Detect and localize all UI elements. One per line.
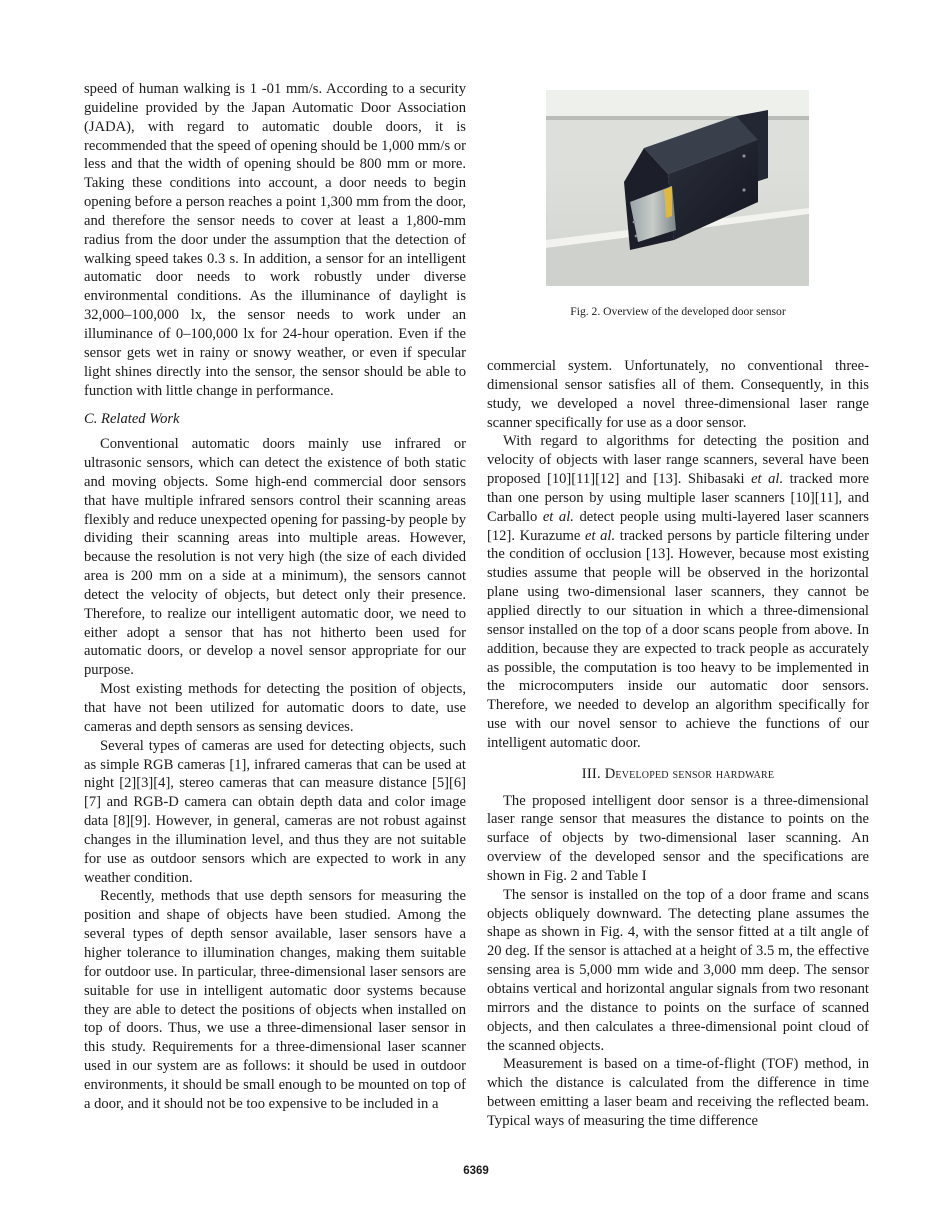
left-column — [84, 80, 466, 1114]
body-paragraph: The sensor is installed on the top of a door frame and scans objects obliquely downward. The detecting plane assumes the shape as shown in Fig. 4, with the sensor fitted at a tilt angle of 20 deg. If the sensor is attached at a height of 3.5 m, the effective sensing area is 5,000 mm wide and 3,000 mm deep. The sensor obtains vertical and horizontal angular signals from two resonant mirrors and the distance to points on the surface of scanned objects, and then calculates a three-dimensional point cloud of the scanned objects. — [487, 886, 869, 1054]
body-paragraph: Measurement is based on a time-of-flight (TOF) method, in which the distance is calculated from the difference in time between emitting a laser beam and receiving the reflected beam. Typical ways of measuring the time difference — [487, 1056, 869, 1129]
body-paragraph: Recently, methods that use depth sensors for measuring the position and shape of objects have been studied. Among the several types of depth sensor available, laser sensors have a higher tolerance to illumination changes, making them suitable for outdoor use. In particular, three-dimensional laser sensors are suitable for use in intelligent automatic door systems because they are able to detect the positions of objects when installed on top of doors. Thus, we use a three-dimensional laser sensor in this study. Requirements for a three-dimensional laser scanner used in our system are as follows: it should be used in outdoor environments, it should be small enough to be mounted on top of a door, and it should not be too expensive to be included in a — [84, 888, 466, 1112]
body-paragraph: Several types of cameras are used for detecting objects, such as simple RGB cameras [1], infrared cameras that can be used at night [2][3][4], stereo cameras that can measure distance [5][6][7] and RGB-D camera can obtain depth data and color image data [8][9]. However, in general, cameras are not robust against changes in the illumination level, and thus they are not suitable for use as outdoor sensors which are expected to work in any weather condition. — [84, 737, 466, 886]
page-number: 6369 — [463, 1165, 489, 1177]
body-paragraph: Conventional automatic doors mainly use infrared or ultrasonic sensors, which can detect the existence of both static and moving objects. Some high-end commercial door sensors that have multiple infrared sensors control their scanning areas flexibly and reduce unexpected opening for passing-by people by dividing their scanning areas into multiple areas. However, because the resolution is not very high (the size of each divided area is 200 mm on a side at a minimum), the sensors cannot detect the velocity of objects, but detect only their presence. Therefore, to realize our intelligent automatic door, we need to either adopt a sensor that has not hitherto been used for automatic doors, or develop a novel sensor appropriate for our purpose. — [84, 436, 466, 679]
section-heading: III. Developed sensor hardware — [581, 765, 775, 782]
body-paragraph: Most existing methods for detecting the position of objects, that have not been utilized for automatic doors to date, use cameras and depth sensors as sensing devices. — [84, 681, 466, 735]
sensor-photo — [546, 90, 809, 286]
body-paragraph: With regard to algorithms for detecting the position and velocity of objects with laser range scanners, several have been proposed [10][11][12] and [13]. Shibasaki et al. tracked more than one person by using multiple laser scanners [10][11], and Carballo et al. detect people using multi-layered laser scanners [12]. Kurazume et al. tracked persons by particle filtering under the condition of occlusion [13]. However, because most existing studies assume that people will be observed in the horizontal plane using two-dimensional laser scanners, they cannot be applied directly to our situation in which a three-dimensional sensor installed on the top of a door scans people from above. In addition, because they are expected to track people as accurately as possible, the computation is too heavy to be implemented in the microcomputers inside our automatic door sensors. Therefore, we needed to develop an algorithm specifically for use with our novel sensor to achieve the functions of our intelligent automatic door. — [487, 433, 869, 751]
figure-caption: Fig. 2. Overview of the developed door sensor — [570, 305, 786, 318]
body-paragraph: commercial system. Unfortunately, no conventional three-dimensional sensor satisfies all of them. Consequently, in this study, we developed a novel three-dimensional laser range scanner specifically for use as a door sensor. — [487, 358, 869, 431]
body-paragraph: speed of human walking is 1 -01 mm/s. According to a security guideline provided by the Japan Automatic Door Association (JADA), with regard to automatic double doors, it is recommended that the speed of opening should be 1,000 mm/s or less and that the width of opening should be 800 mm or more. Taking these conditions into account, a door needs to begin opening before a person reaches a point 1,300 mm from the door, and therefore the sensor needs to cover at least a 1,800-mm radius from the door under the assumption that the detection of walking speed takes 0.3 s. In addition, a sensor for an intelligent automatic door needs to work robustly under diverse environmental conditions. As the illuminance of daylight is 32,000–100,000 lx, the sensor needs to work under an illuminance of 0–100,000 lx for 24-hour operation. Even if the sensor gets wet in rainy or snowy weather, or even if specular light shines directly into the sensor, the sensor should be able to function with little change in performance. — [84, 81, 466, 399]
body-paragraph: The proposed intelligent door sensor is a three-dimensional laser range sensor that measures the distance to points on the surface of objects by two-dimensional laser scanning. An overview of the developed sensor and the specifications are shown in Fig. 2 and Table I — [487, 792, 869, 884]
subsection-heading: C. Related Work — [84, 411, 180, 428]
right-column — [487, 357, 869, 1131]
